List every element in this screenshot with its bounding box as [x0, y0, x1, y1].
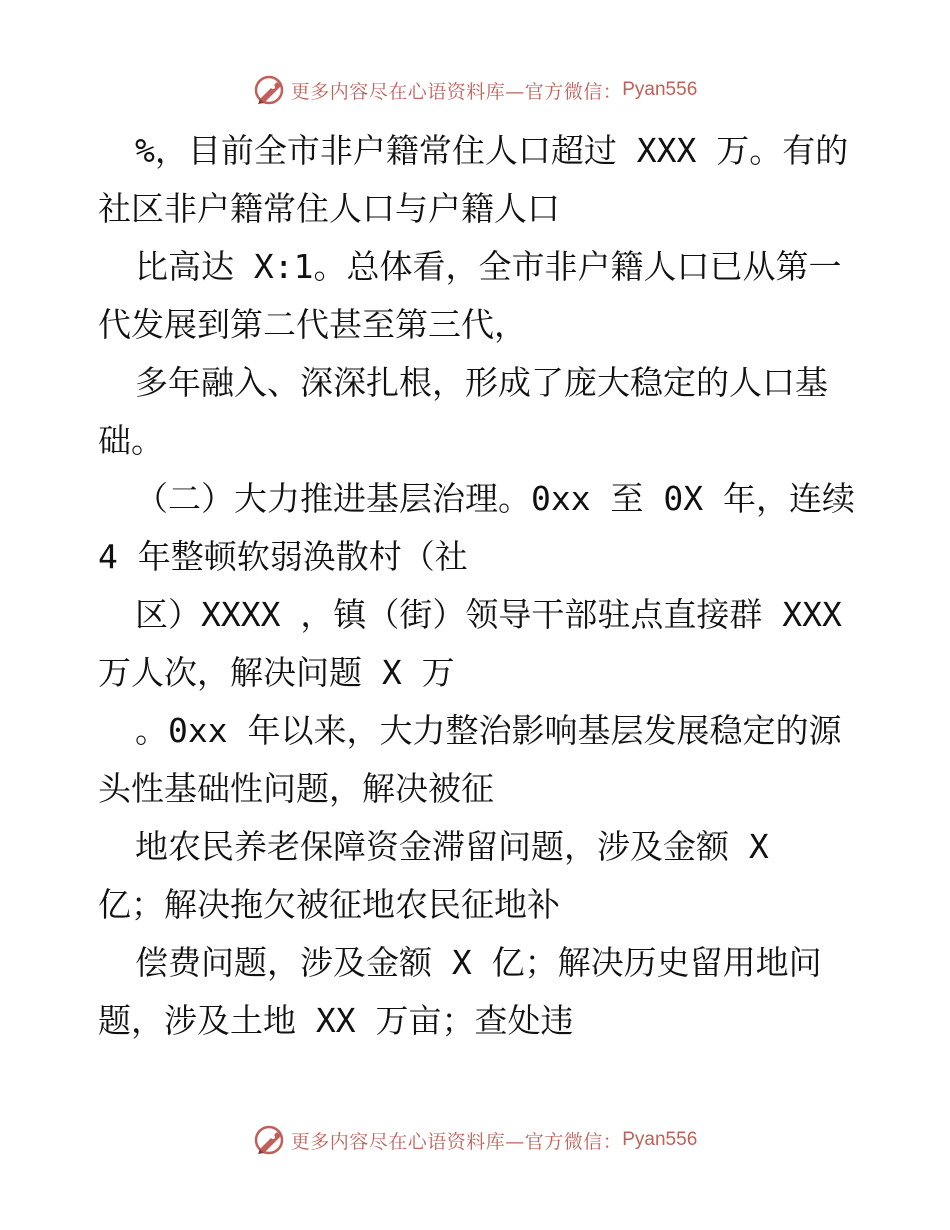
watermark-text: 更多内容尽在心语资料库—官方微信： — [290, 1130, 623, 1153]
body-line: 偿费问题，涉及金额 X 亿；解决历史留用地问 — [135, 943, 822, 982]
body-line: 多年融入、深深扎根，形成了庞大稳定的人口基 — [135, 363, 828, 402]
watermark-text: 更多内容尽在心语资料库—官方微信： — [290, 80, 623, 103]
body-line: 。0xx 年以来，大力整治影响基层发展稳定的源 — [135, 711, 842, 750]
body-line: 地农民养老保障资金滞留问题，涉及金额 X — [135, 827, 769, 866]
body-line: 4 年整顿软弱涣散村（社 — [98, 537, 468, 576]
watermark-handle: Pyan556 — [622, 1129, 698, 1150]
header-watermark — [0, 70, 950, 110]
footer-watermark — [0, 1120, 950, 1160]
body-line: 础。 — [98, 421, 164, 460]
pen-logo-icon — [253, 1123, 287, 1157]
document-body — [98, 122, 858, 1050]
watermark-handle: Pyan556 — [622, 79, 698, 100]
body-line: %，目前全市非户籍常住人口超过 XXX 万。有的 — [135, 131, 849, 170]
pen-logo-icon — [253, 73, 287, 107]
body-line: 头性基础性问题，解决被征 — [98, 769, 494, 808]
body-line: 社区非户籍常住人口与户籍人口 — [98, 189, 560, 228]
body-line: （二）大力推进基层治理。0xx 至 0X 年，连续 — [135, 479, 855, 518]
body-line: 万人次，解决问题 X 万 — [98, 653, 455, 692]
body-line: 代发展到第二代甚至第三代， — [98, 305, 527, 344]
body-line: 区）XXXX ，镇（街）领导干部驻点直接群 XXX — [135, 595, 842, 634]
body-line: 比高达 X:1。总体看，全市非户籍人口已从第一 — [135, 247, 842, 286]
body-line: 亿；解决拖欠被征地农民征地补 — [98, 885, 560, 924]
body-line: 题，涉及土地 XX 万亩；查处违 — [98, 1001, 574, 1040]
